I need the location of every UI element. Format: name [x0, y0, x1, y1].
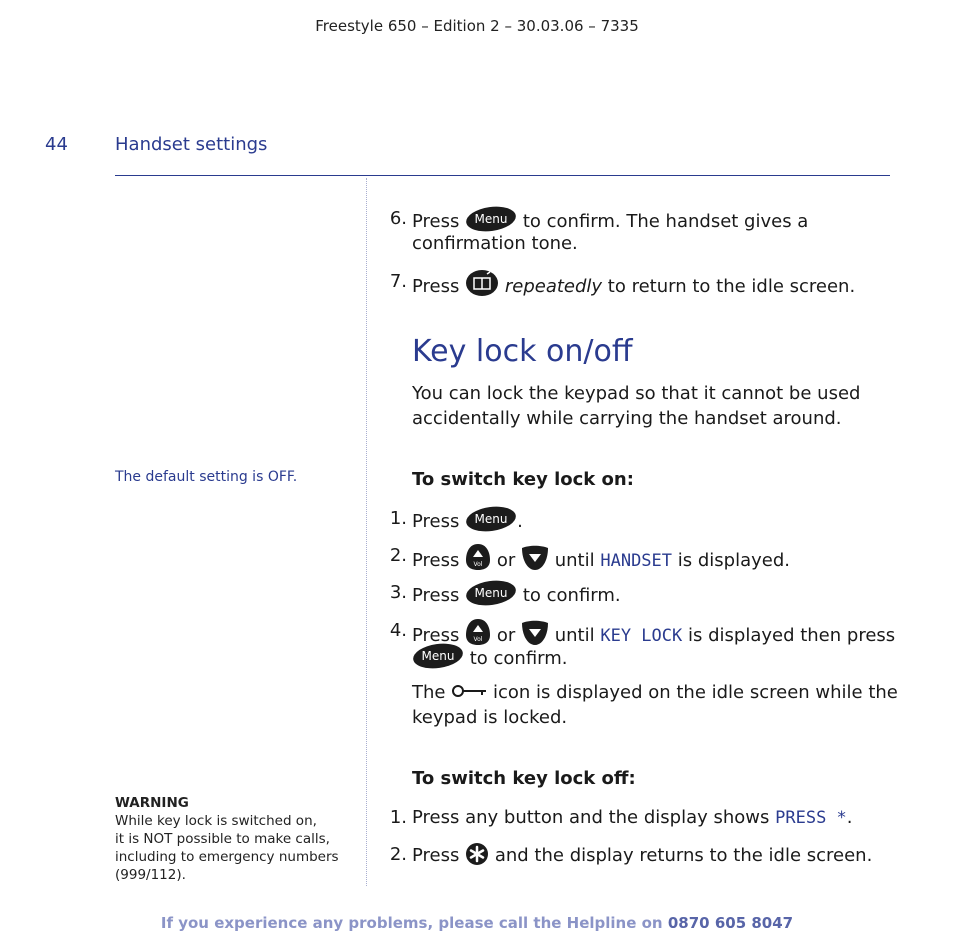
warning-line: it is NOT possible to make calls, [115, 831, 330, 847]
step-number: 2. [389, 545, 407, 566]
subheading-off: To switch key lock off: [412, 768, 636, 789]
document-header: Freestyle 650 – Edition 2 – 30.03.06 – 7335 [315, 17, 639, 35]
note-text: icon is displayed on the idle screen while the [492, 682, 898, 703]
step-text: Press [412, 276, 460, 297]
page-number: 44 [45, 134, 68, 155]
step-text: Press any button and the display shows [412, 807, 770, 828]
column-divider [366, 178, 367, 886]
svg-text:Menu: Menu [474, 512, 508, 526]
step-number: 3. [389, 582, 407, 603]
note-text: The [412, 682, 446, 703]
step-number: 1. [389, 807, 407, 828]
svg-text:Menu: Menu [421, 649, 455, 663]
step-text: . [517, 511, 523, 532]
step-text: is displayed. [677, 550, 790, 571]
header-rule [115, 175, 890, 176]
menu-button-icon [465, 506, 517, 532]
display-text: HANDSET [600, 551, 673, 571]
step-text: Press [412, 585, 460, 606]
step-text: until [554, 625, 595, 646]
section-heading: Key lock on/off [412, 334, 633, 369]
step-text: confirmation tone. [412, 233, 578, 254]
star-button-icon [465, 842, 489, 866]
step-text: until [554, 550, 595, 571]
step-number: 7. [389, 271, 407, 292]
section-title: Handset settings [115, 134, 268, 155]
helpline-number: 0870 605 8047 [667, 914, 794, 932]
footer-text: If you experience any problems, please call the Helpline on [160, 914, 663, 932]
menu-button-icon [465, 580, 517, 606]
step-text: Press [412, 845, 460, 866]
step-text: to confirm. [469, 648, 568, 669]
step-text: to confirm. [522, 585, 621, 606]
phonebook-button-icon [465, 269, 499, 297]
step-text: . [846, 807, 853, 828]
step-text: Press [412, 550, 460, 571]
step-number: 6. [389, 208, 407, 229]
side-note: The default setting is OFF. [115, 469, 298, 485]
down-button-icon [521, 545, 549, 571]
intro-paragraph: You can lock the keypad so that it cannot be used accidentally while carrying the handset around. [412, 383, 861, 429]
menu-button-icon [465, 206, 517, 232]
warning-box [115, 794, 355, 884]
footer [0, 914, 954, 932]
volume-up-button-icon [465, 543, 491, 571]
svg-text:Menu: Menu [474, 586, 508, 600]
volume-up-button-icon [465, 618, 491, 646]
svg-text:Menu: Menu [474, 212, 508, 226]
menu-button-icon [412, 643, 464, 669]
step-text: and the display returns to the idle screen. [494, 845, 873, 866]
step-text: is displayed then press [687, 625, 896, 646]
warning-heading: WARNING [115, 795, 189, 811]
step-text: Press [412, 625, 460, 646]
step-text: or [496, 550, 516, 571]
step-text: to return to the idle screen. [607, 276, 856, 297]
warning-line: (999/112). [115, 867, 186, 883]
lock-note [412, 680, 898, 730]
step-text: to confirm. The handset gives a [522, 211, 809, 232]
svg-text:Vol: Vol [473, 636, 483, 643]
step-text: or [496, 625, 516, 646]
note-text: keypad is locked. [412, 707, 568, 728]
step-emphasis: repeatedly [504, 276, 603, 297]
step-number: 2. [389, 844, 407, 865]
step-number: 4. [389, 620, 407, 641]
display-text: PRESS * [775, 808, 847, 828]
step-text: Press [412, 511, 460, 532]
svg-text:Vol: Vol [473, 561, 483, 568]
warning-line: including to emergency numbers [115, 849, 339, 865]
step-number: 1. [389, 508, 407, 529]
key-lock-icon [451, 684, 487, 698]
step-text: Press [412, 211, 460, 232]
warning-line: While key lock is switched on, [115, 813, 317, 829]
subheading-on: To switch key lock on: [412, 469, 634, 490]
display-text: KEY LOCK [600, 626, 683, 646]
